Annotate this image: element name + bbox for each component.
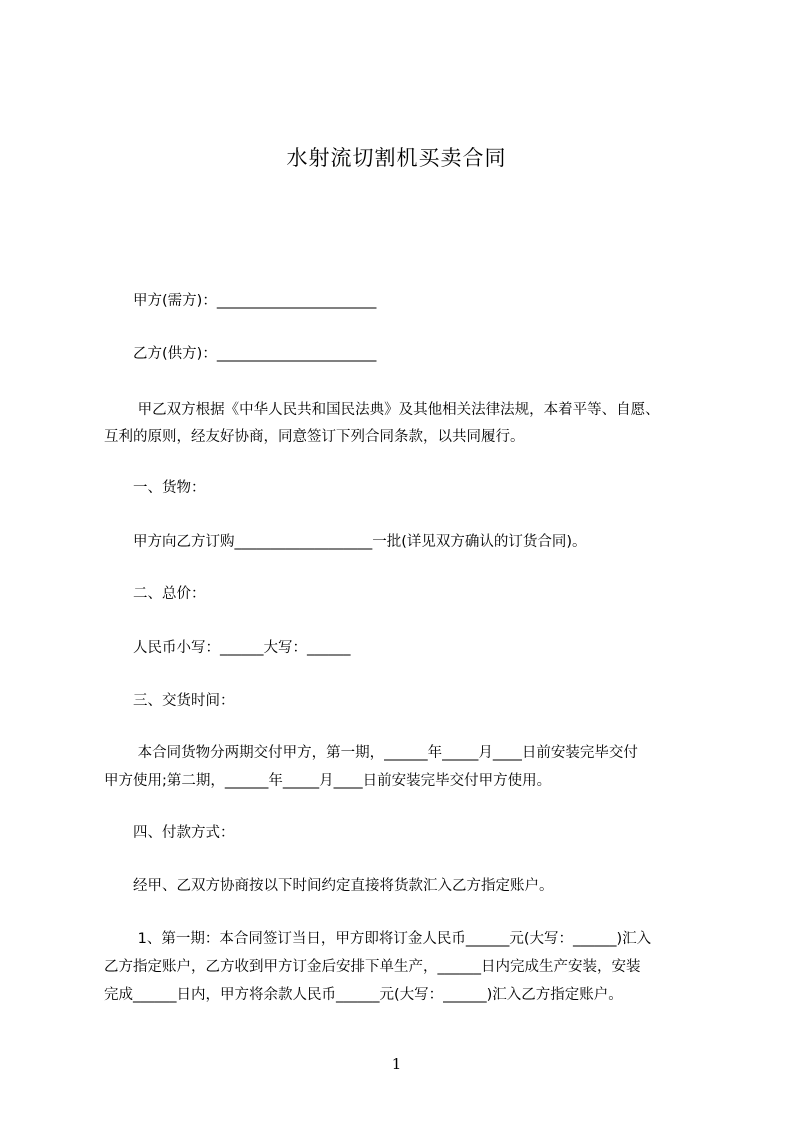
section-1-body: 甲方向乙方订购___________________一批(详见双方确认的订货合同)。 xyxy=(104,534,587,550)
section-4-body: 经甲、乙双方协商按以下时间约定直接将货款汇入乙方指定账户。 xyxy=(104,878,554,894)
intro-line-2: 互利的原则，经友好协商，同意签订下列合同条款，以共同履行。 xyxy=(104,429,525,445)
clause-1-line-2: 乙方指定账户，乙方收到甲方订金后安排下单生产，______日内完成生产安装，安装 xyxy=(104,959,641,975)
section-3-heading: 三、交货时间： xyxy=(104,693,235,709)
document-title: 水射流切割机买卖合同 xyxy=(286,146,507,170)
section-1-heading: 一、货物： xyxy=(104,480,206,496)
section-2-heading: 二、总价： xyxy=(104,586,206,602)
section-2-body: 人民币小写：______大写：______ xyxy=(104,640,351,656)
clause-1-line-1: 1、第一期：本合同签订当日，甲方即将订金人民币______元(大写：______)汇入 xyxy=(104,931,652,947)
clause-1-line-3: 完成______日内，甲方将余款人民币______元(大写：______)汇入乙方指定账户。 xyxy=(104,987,623,1003)
page-number: 1 xyxy=(391,1055,402,1073)
intro-line-1: 甲乙双方根据《中华人民共和国民法典》及其他相关法律法规，本着平等、自愿、 xyxy=(104,402,660,418)
section-3-line-1: 本合同货物分两期交付甲方，第一期，______年_____月____日前安装完毕交付 xyxy=(104,745,638,761)
party-b-line: 乙方(供方)：______________________ xyxy=(104,346,377,362)
party-a-line: 甲方(需方)：______________________ xyxy=(104,293,377,309)
section-4-heading: 四、付款方式： xyxy=(104,825,235,841)
section-3-line-2: 甲方使用;第二期，______年_____月____日前安装完毕交付甲方使用。 xyxy=(104,773,552,789)
